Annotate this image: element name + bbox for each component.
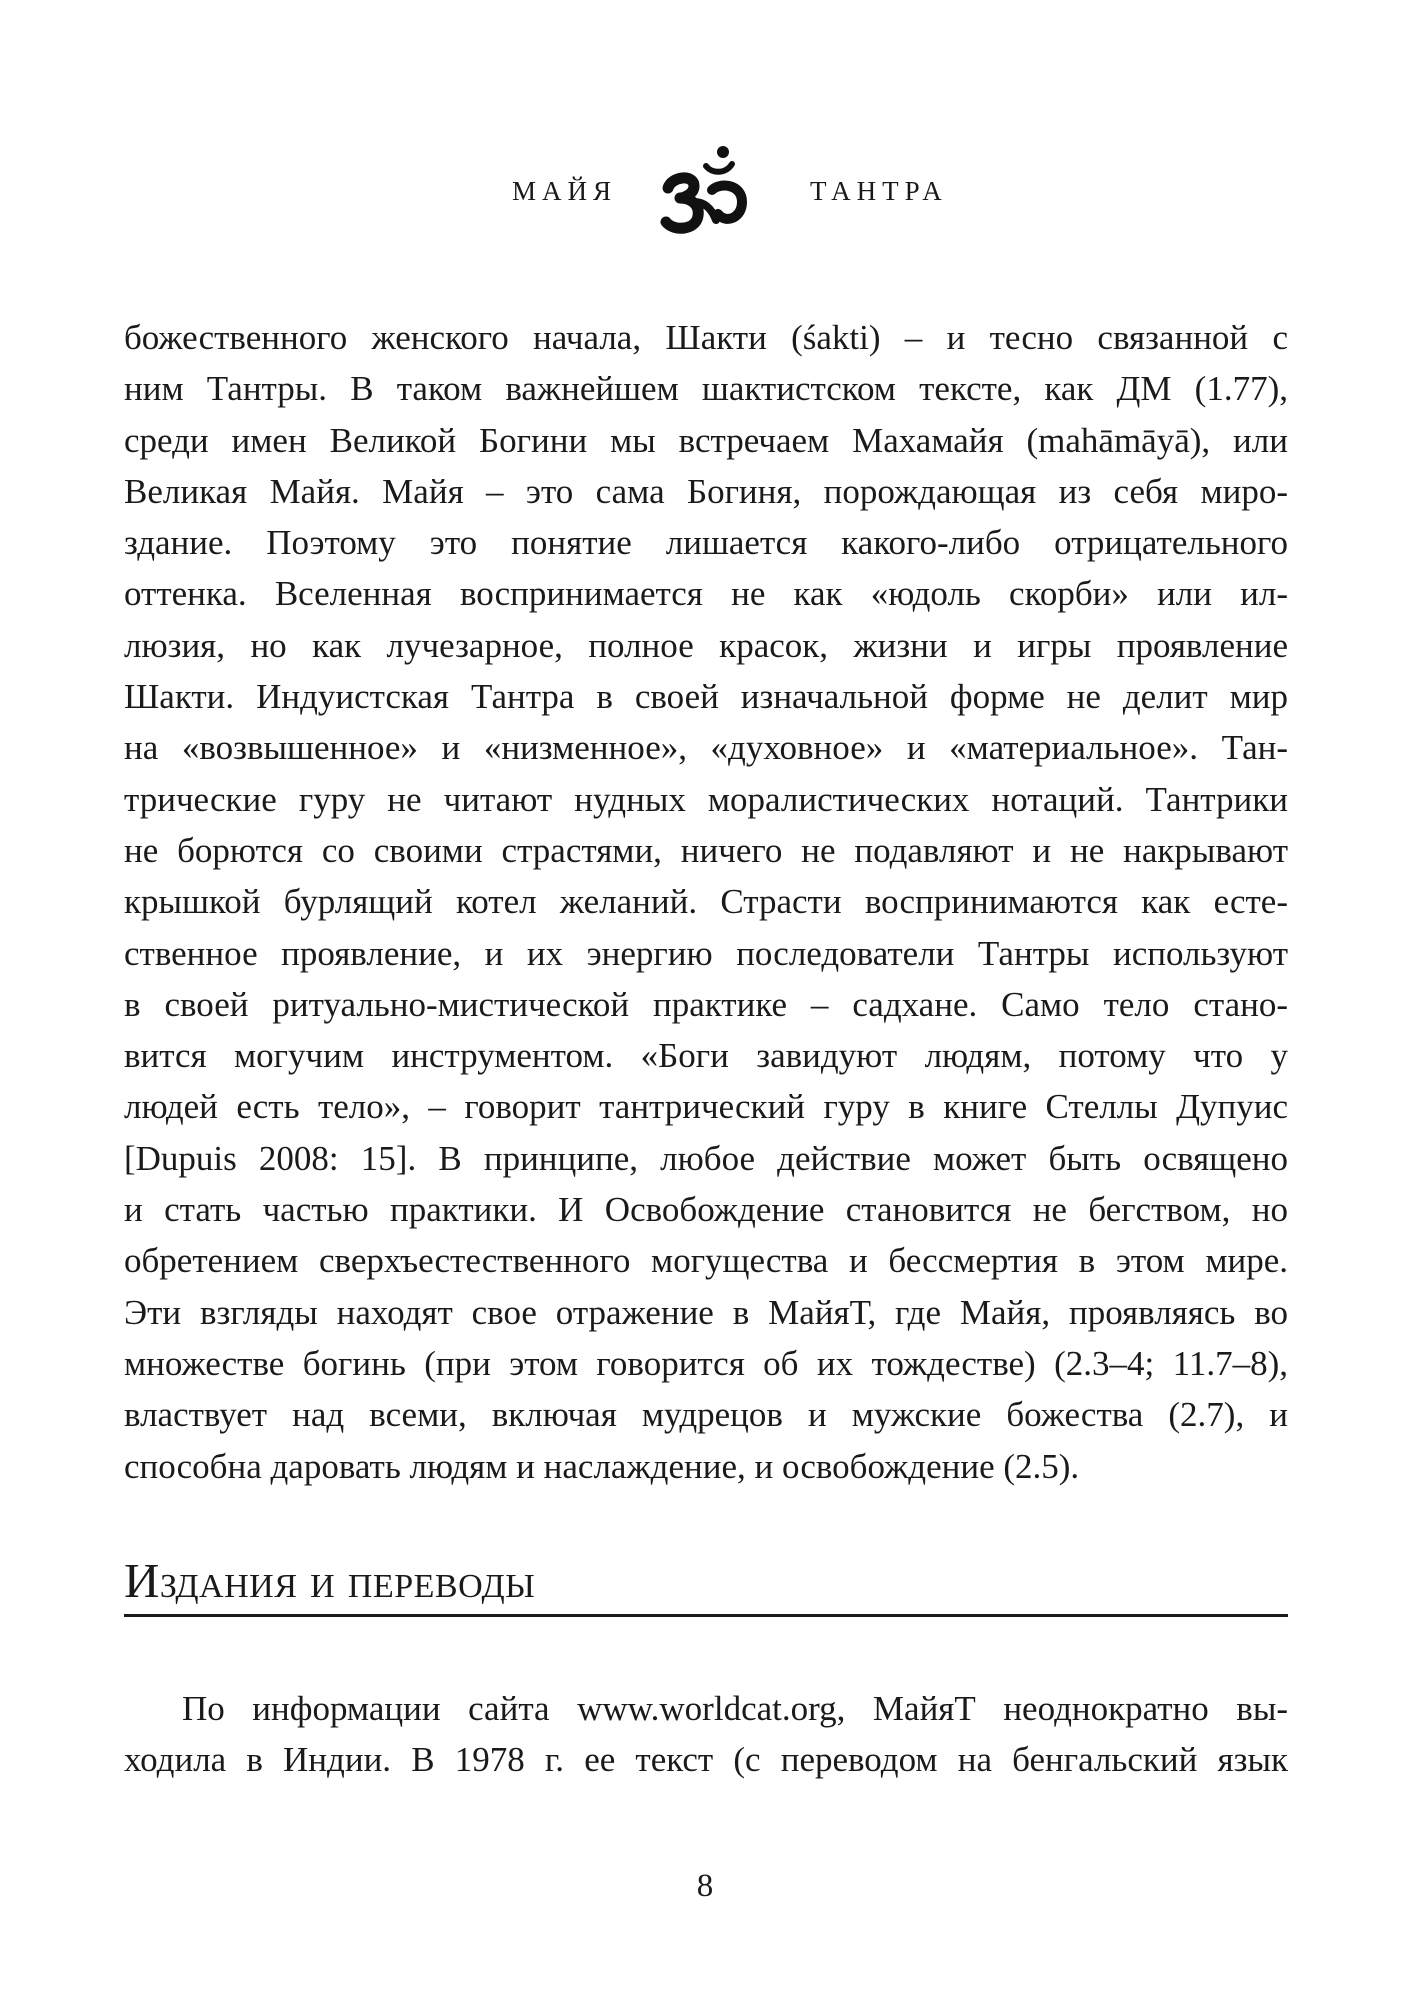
text-line: [Dupuis 2008: 15]. В принципе, любое действие может быть освящено xyxy=(124,1138,1288,1178)
text-line: и стать частью практики. И Освобождение становится не бегством, но xyxy=(124,1190,1288,1230)
running-head-left: МАЙЯ xyxy=(512,176,618,206)
text-line: ходила в Индии. В 1978 г. ее текст (с переводом на бенгальский язык xyxy=(124,1740,1288,1780)
text-line: ним Тантры. В таком важнейшем шактистском тексте, как ДМ (1.77), xyxy=(124,369,1288,409)
second-paragraph xyxy=(124,1683,1288,1786)
text-line: Великая Майя. Майя – это сама Богиня, порождающая из себя миро- xyxy=(124,471,1288,511)
text-line: на «возвышенное» и «низменное», «духовное» и «материальное». Тан- xyxy=(124,728,1288,768)
text-line: Эти взгляды находят свое отражение в МайяТ, где Майя, проявляясь во xyxy=(124,1292,1288,1332)
text-line: способна даровать людям и наслаждение, и освобождение (2.5). xyxy=(124,1446,1080,1486)
section-heading-text: Издания и переводы xyxy=(124,1553,536,1608)
text-line: среди имен Великой Богини мы встречаем Махамайя (mahāmāyā), или xyxy=(124,420,1288,460)
body-paragraph xyxy=(124,312,1288,1492)
section-heading xyxy=(124,1550,1288,1617)
om-icon xyxy=(650,140,760,240)
running-head-right: ТАНТРА xyxy=(810,176,948,206)
text-line: множестве богинь (при этом говорится об их тождестве) (2.3–4; 11.7–8), xyxy=(124,1343,1288,1383)
text-line: люзия, но как лучезарное, полное красок, жизни и игры проявление xyxy=(124,625,1288,665)
text-line: Шакти. Индуистская Тантра в своей изначальной форме не делит мир xyxy=(124,677,1288,717)
text-line: обретением сверхъестественного могущества и бессмертия в этом мире. xyxy=(124,1241,1288,1281)
text-line: не борются со своими страстями, ничего не подавляют и не накрывают xyxy=(124,830,1288,870)
text-line: властвует над всеми, включая мудрецов и мужские божества (2.7), и xyxy=(124,1395,1288,1435)
text-line: вится могучим инструментом. «Боги завидуют людям, потому что у xyxy=(124,1036,1288,1076)
text-line: здание. Поэтому это понятие лишается какого-либо отрицательного xyxy=(124,523,1288,563)
running-head xyxy=(0,140,1410,240)
text-line: оттенка. Вселенная воспринимается не как «юдоль скорби» или ил- xyxy=(124,574,1288,614)
text-line: крышкой бурлящий котел желаний. Страсти воспринимаются как есте- xyxy=(124,882,1288,922)
text-line: в своей ритуально-мистической практике – садхане. Само тело стано- xyxy=(124,984,1288,1024)
text-line: трические гуру не читают нудных моралистических нотаций. Тантрики xyxy=(124,779,1288,819)
text-line: божественного женского начала, Шакти (śakti) – и тесно связанной с xyxy=(124,318,1288,357)
page-number: 8 xyxy=(696,1868,714,1904)
text-line: людей есть тело», – говорит тантрический гуру в книге Стеллы Дупуис xyxy=(124,1087,1288,1127)
text-line: ственное проявление, и их энергию последователи Тантры используют xyxy=(124,933,1288,973)
text-line: По информации сайта www.worldcat.org, МайяТ неоднократно вы- xyxy=(182,1689,1288,1728)
